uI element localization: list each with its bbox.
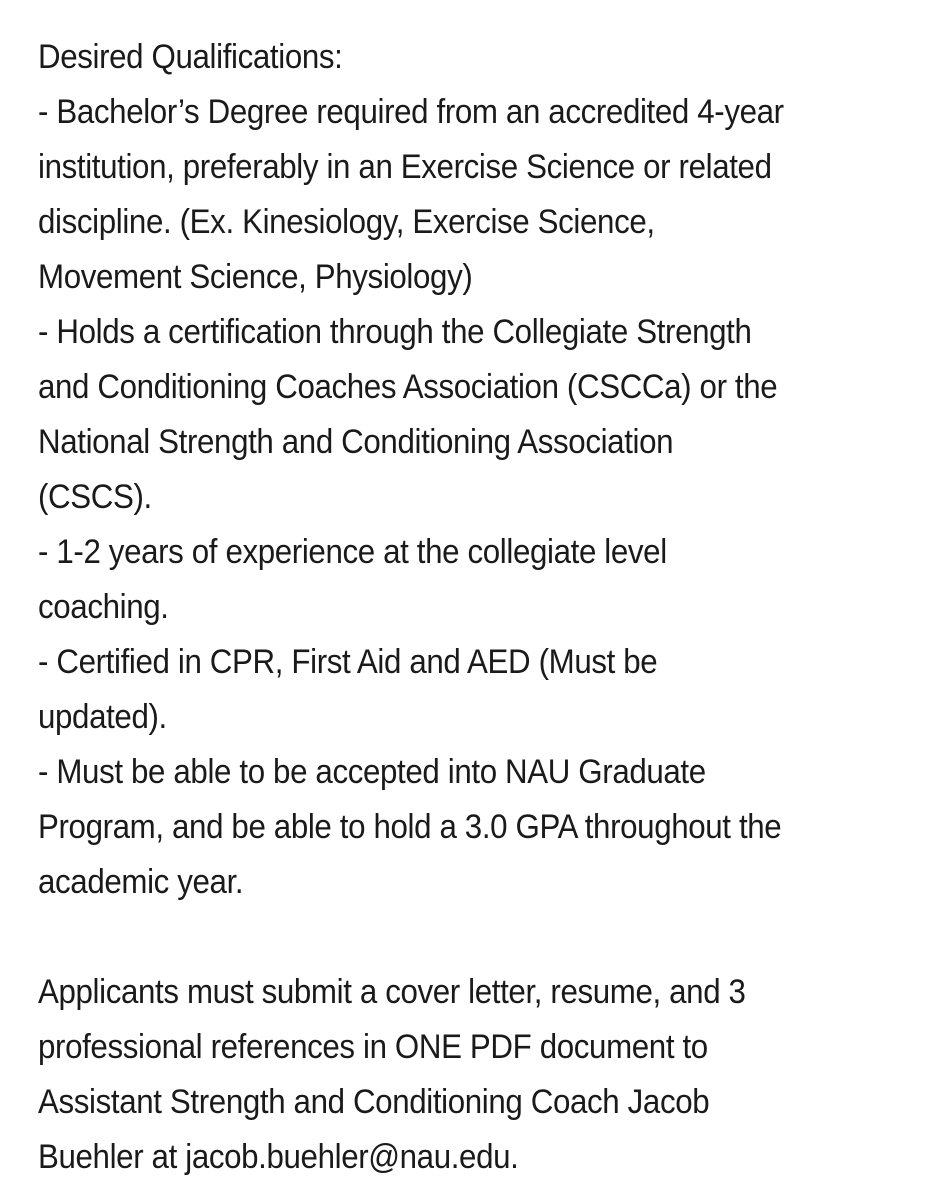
- section-heading: Desired Qualifications:: [38, 38, 343, 76]
- document: [38, 30, 921, 1185]
- text-line: discipline. (Ex. Kinesiology, Exercise Science,: [38, 203, 655, 241]
- text-line: Assistant Strength and Conditioning Coach Jacob: [38, 1083, 710, 1121]
- text-line: updated).: [38, 698, 167, 736]
- text-line: (CSCS).: [38, 478, 152, 516]
- qualification-item-graduate-program: [38, 745, 921, 910]
- text-line: Movement Science, Physiology): [38, 258, 473, 296]
- text-line: academic year.: [38, 863, 244, 901]
- paragraph-spacer: [38, 910, 921, 965]
- text-line: - Holds a certification through the Collegiate Strength: [38, 313, 752, 351]
- text-line: - 1-2 years of experience at the collegiate level: [38, 533, 667, 571]
- qualification-item-certification: [38, 305, 921, 525]
- text-line: Buehler at jacob.buehler@nau.edu.: [38, 1138, 519, 1176]
- text-line: professional references in ONE PDF document to: [38, 1028, 708, 1066]
- text-line: - Must be able to be accepted into NAU Graduate: [38, 753, 706, 791]
- application-instructions: [38, 965, 921, 1185]
- qualification-item-experience: [38, 525, 921, 635]
- qualification-item-cpr: [38, 635, 921, 745]
- text-line: institution, preferably in an Exercise Science or related: [38, 148, 772, 186]
- text-line: coaching.: [38, 588, 169, 626]
- text-line: - Bachelor’s Degree required from an accredited 4-year: [38, 93, 784, 131]
- qualification-item-degree: [38, 85, 921, 305]
- text-line: Applicants must submit a cover letter, resume, and 3: [38, 973, 746, 1011]
- text-line: - Certified in CPR, First Aid and AED (Must be: [38, 643, 658, 681]
- text-line: National Strength and Conditioning Association: [38, 423, 674, 461]
- text-line: Program, and be able to hold a 3.0 GPA throughout the: [38, 808, 782, 846]
- text-line: and Conditioning Coaches Association (CSCCa) or the: [38, 368, 778, 406]
